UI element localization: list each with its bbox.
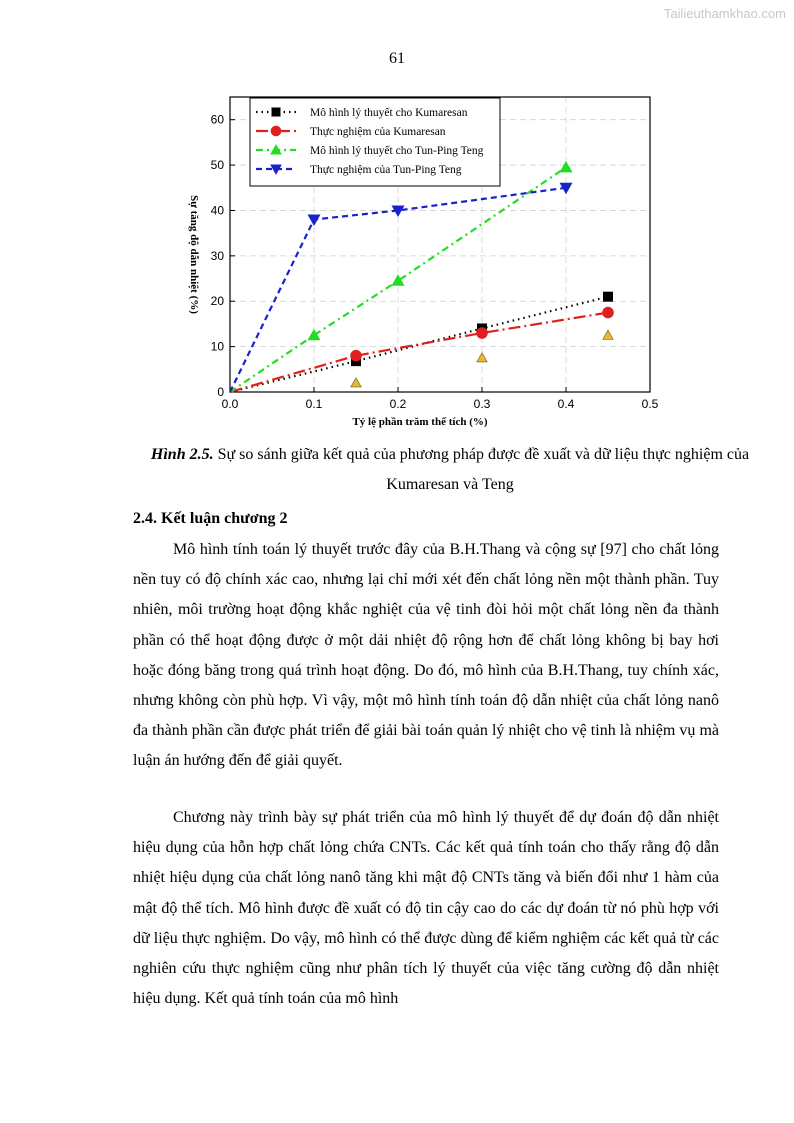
legend-marker-2 (271, 126, 282, 137)
x-tick-label: 0.4 (557, 397, 575, 411)
x-tick-label: 0.5 (641, 397, 659, 411)
y-tick-label: 10 (210, 339, 224, 354)
series-line-1 (230, 297, 608, 392)
y-tick-label: 60 (210, 112, 224, 127)
figure-chart (180, 92, 680, 437)
x-tick-label: 0.1 (305, 397, 323, 411)
y-tick-label: 30 (210, 248, 224, 263)
series-3-point (308, 329, 321, 341)
series-2-point (350, 350, 362, 362)
y-tick-label: 20 (210, 294, 224, 309)
paragraph-2: Chương này trình bày sự phát triển của mô hình lý thuyết để dự đoán độ dẫn nhiệt hiệu dụng của hỗn hợp chất lỏng chứa CNTs. Các kết quả tính toán cho thấy rằng độ dẫn nhiệt hiệu dụng của chất lỏng nanô tăng khi mật độ CNTs tăng và biến đổi như 1 hàm của mật độ thể tích. Mô hình được đề xuất có độ tin cậy cao do các dự đoán từ nó phù hợp với dữ liệu thực nghiệm. Do vậy, mô hình có thể được dùng để kiểm nghiệm các kết quả từ các nghiên cứu thực nghiệm cũng như phân tích lý thuyết của việc tăng cường độ dẫn nhiệt hiệu dụng. Kết quả tính toán của mô hình (133, 809, 719, 1008)
section-heading: 2.4. Kết luận chương 2 (133, 510, 288, 527)
series-2-point (602, 307, 614, 319)
x-tick-label: 0.0 (221, 397, 239, 411)
legend-label-2: Thực nghiệm của Kumaresan (310, 126, 446, 138)
legend-label-3: Mô hình lý thuyết cho Tun-Ping Teng (310, 145, 484, 157)
paragraph-1: Mô hình tính toán lý thuyết trước đây của B.H.Thang và cộng sự [97] cho chất lỏng nền tuy có độ chính xác cao, nhưng lại chỉ mới xét đến chất lỏng nền một thành phần. Tuy nhiên, môi trường hoạt động khắc nghiệt của vệ tinh đòi hỏi một chất lỏng nền đa thành phần có thể hoạt động được ở một dải nhiệt độ rộng hơn để chất lỏng không bị bay hơi hoặc đóng băng trong quá trình hoạt động. Do đó, mô hình của B.H.Thang, tuy chính xác, nhưng không còn phù hợp. Vì vậy, một mô hình tính toán độ dẫn nhiệt của chất lỏng nanô đa thành phần cần được phát triển để giải bài toán quản lý nhiệt cho vệ tinh là nhiệm vụ mà luận án hướng đến để giải quyết. (133, 541, 719, 770)
x-tick-label: 0.2 (389, 397, 407, 411)
legend-label-1: Mô hình lý thuyết cho Kumaresan (310, 107, 468, 119)
page-number: 61 (389, 50, 405, 67)
legend-marker-1 (272, 108, 281, 117)
figure-caption (150, 440, 750, 500)
x-axis-label: Tỷ lệ phần trăm thể tích (%) (352, 416, 488, 428)
figure-caption-label: Hình 2.5. (150, 446, 214, 463)
watermark: Tailieuthamkhao.com (663, 6, 786, 21)
extra-point (603, 330, 613, 339)
extra-point (477, 353, 487, 362)
series-4-point (308, 215, 321, 227)
series-1-point (603, 292, 613, 302)
y-tick-label: 50 (210, 158, 224, 173)
y-axis-label: Sự tăng độ dẫn nhiệt (%) (188, 195, 200, 314)
y-tick-label: 0 (217, 385, 224, 399)
series-3-point (560, 161, 573, 173)
figure-caption-text: Sự so sánh giữa kết quả của phương pháp được đề xuất và dữ liệu thực nghiệm của Kumaresan và Teng (213, 446, 750, 493)
y-tick-label: 40 (210, 203, 224, 218)
series-2-point (476, 327, 488, 339)
series-3-point (392, 274, 405, 286)
x-tick-label: 0.3 (473, 397, 491, 411)
legend-label-4: Thực nghiệm của Tun-Ping Teng (310, 164, 462, 176)
extra-point (351, 378, 361, 387)
series-line-2 (230, 313, 608, 392)
